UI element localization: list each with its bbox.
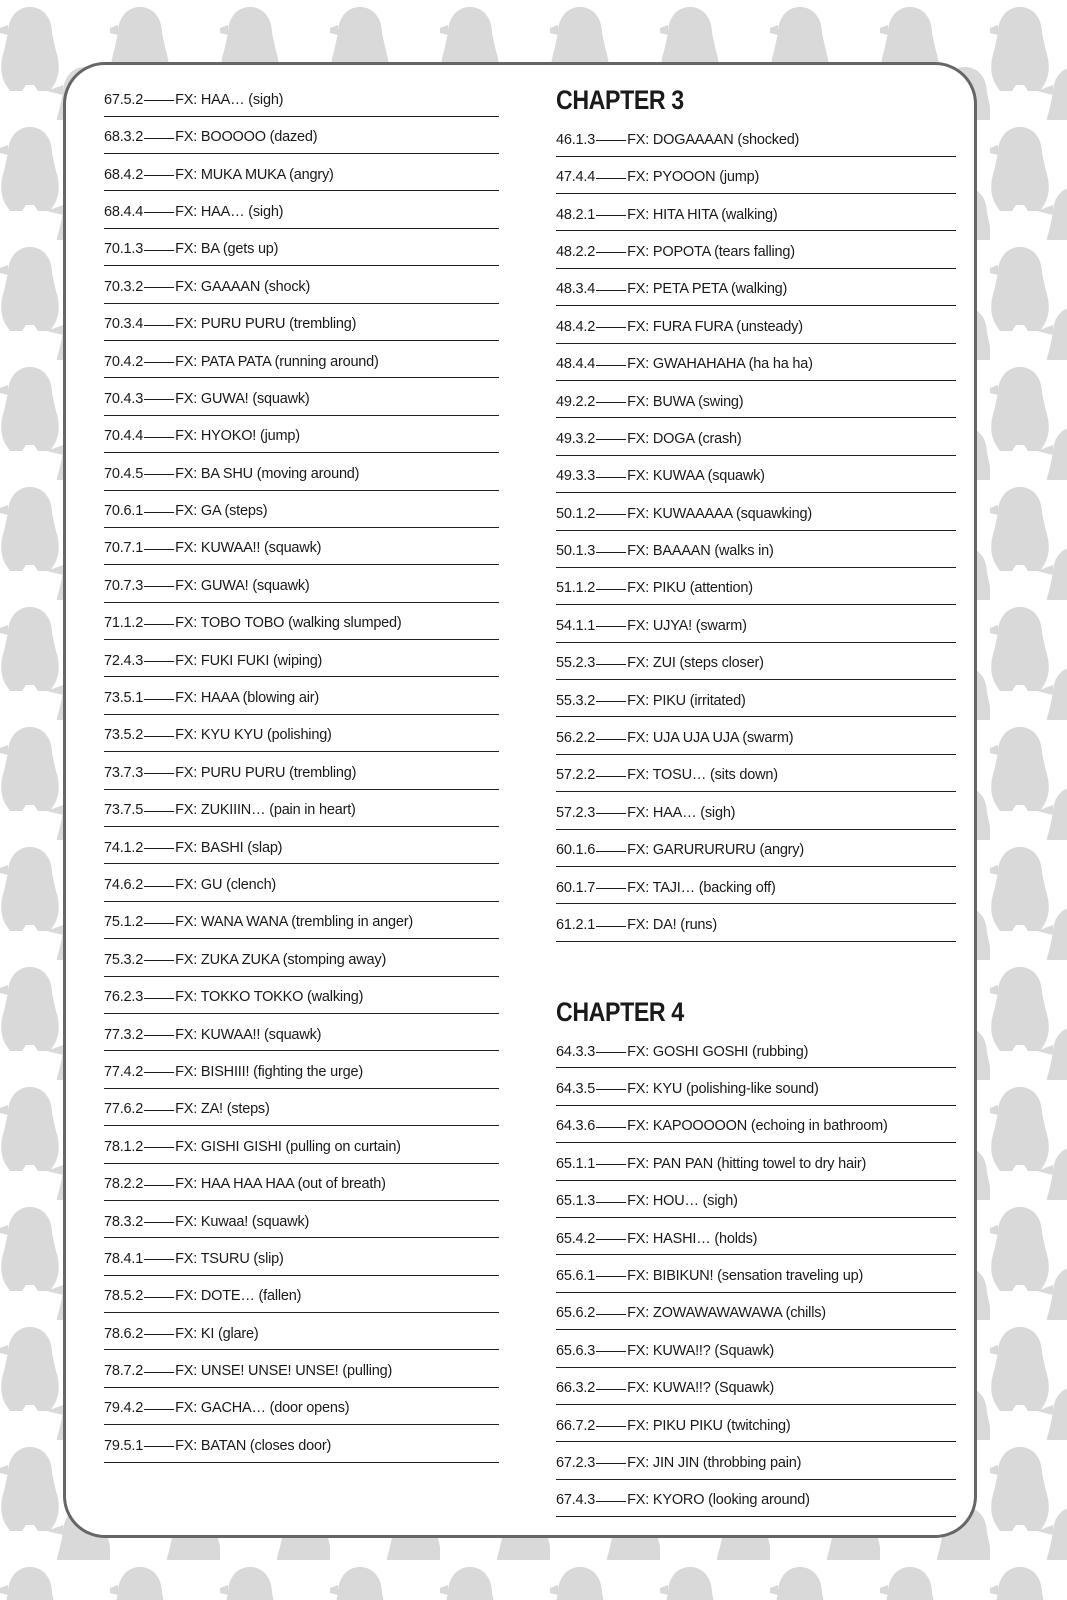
sound-effect-entry <box>104 605 499 640</box>
sound-effect-entry <box>556 1408 956 1443</box>
page-panel-reference: 48.4.4 <box>556 356 596 373</box>
sound-effect-text: FX: DOTE… (fallen) <box>175 1288 302 1305</box>
sound-effect-text: FX: ZUI (steps closer) <box>627 655 764 672</box>
sound-effect-entry <box>556 1445 956 1480</box>
page-panel-reference: 76.2.3 <box>104 989 144 1006</box>
em-dash-separator <box>144 1372 174 1373</box>
page-panel-reference: 46.1.3 <box>556 131 596 148</box>
page-panel-reference: 64.3.6 <box>556 1118 596 1135</box>
em-dash-separator <box>144 661 174 662</box>
sound-effect-entry <box>104 1017 499 1052</box>
sound-effect-entry <box>556 1183 956 1218</box>
page-panel-reference: 70.6.1 <box>104 503 144 520</box>
em-dash-separator <box>144 175 174 176</box>
em-dash-separator <box>144 923 174 924</box>
em-dash-separator <box>144 437 174 438</box>
sound-effect-text: FX: PURU PURU (trembling) <box>175 764 357 781</box>
sound-effect-text: FX: PIKU (attention) <box>627 580 753 597</box>
sound-effect-text: FX: FUKI FUKI (wiping) <box>175 652 323 669</box>
em-dash-separator <box>144 100 174 101</box>
em-dash-separator <box>144 1259 174 1260</box>
page-panel-reference: 48.4.2 <box>556 318 596 335</box>
sound-effect-entry <box>104 1129 499 1164</box>
sound-effect-entry <box>556 645 956 680</box>
sound-effect-text: FX: KUWA!!? (Squawk) <box>627 1342 775 1359</box>
sound-effect-text: FX: TSURU (slip) <box>175 1250 284 1267</box>
page-panel-reference: 79.5.1 <box>104 1437 144 1454</box>
sound-effect-text: FX: GWAHAHAHA (ha ha ha) <box>627 356 813 373</box>
sound-effect-entry <box>556 459 956 494</box>
chapter-4-list <box>556 1034 956 1517</box>
sound-effect-text: FX: DOGA (crash) <box>627 430 742 447</box>
sound-effect-entry <box>104 1391 499 1426</box>
page-panel-reference: 65.6.2 <box>556 1305 596 1322</box>
sound-effect-text: FX: GISHI GISHI (pulling on curtain) <box>175 1138 401 1155</box>
sound-effect-text: FX: TOKKO TOKKO (walking) <box>175 989 364 1006</box>
em-dash-separator <box>596 1127 626 1128</box>
sound-effect-entry <box>104 157 499 192</box>
page-panel-reference: 70.7.3 <box>104 577 144 594</box>
sound-effect-text: FX: BA SHU (moving around) <box>175 465 360 482</box>
sound-effect-text: FX: GARURURURU (angry) <box>627 842 804 859</box>
sound-effect-text: FX: GACHA… (door opens) <box>175 1400 350 1417</box>
page-panel-reference: 68.4.2 <box>104 166 144 183</box>
em-dash-separator <box>144 1297 174 1298</box>
sound-effect-text: FX: PETA PETA (walking) <box>627 281 788 298</box>
sound-effect-entry <box>556 159 956 194</box>
page-panel-reference: 65.1.1 <box>556 1155 596 1172</box>
sound-effect-entry <box>556 197 956 232</box>
sound-effect-text: FX: UJA UJA UJA (swarm) <box>627 730 794 747</box>
page-panel-reference: 70.3.2 <box>104 278 144 295</box>
em-dash-separator <box>144 399 174 400</box>
sound-effect-text: FX: Kuwaa! (squawk) <box>175 1213 310 1230</box>
page-panel-reference: 72.4.3 <box>104 652 144 669</box>
page-panel-reference: 78.1.2 <box>104 1138 144 1155</box>
em-dash-separator <box>144 1185 174 1186</box>
sound-effect-text: FX: PATA PATA (running around) <box>175 353 379 370</box>
em-dash-separator <box>144 848 174 849</box>
sound-effect-entry <box>556 1370 956 1405</box>
em-dash-separator <box>596 739 626 740</box>
sound-effect-entry <box>556 720 956 755</box>
page-panel-reference: 78.3.2 <box>104 1213 144 1230</box>
sound-effect-entry <box>104 643 499 678</box>
chapter-3-heading: CHAPTER 3 <box>556 85 684 115</box>
sound-effect-text: FX: BISHIII! (fighting the urge) <box>175 1063 363 1080</box>
em-dash-separator <box>596 327 626 328</box>
sound-effect-entry <box>104 82 499 117</box>
em-dash-separator <box>144 250 174 251</box>
em-dash-separator <box>596 626 626 627</box>
sound-effect-entry <box>556 1146 956 1181</box>
sound-effect-entry <box>104 531 499 566</box>
sound-effect-text: FX: POPOTA (tears falling) <box>627 243 795 260</box>
sound-effect-text: FX: BATAN (closes door) <box>175 1437 332 1454</box>
em-dash-separator <box>596 514 626 515</box>
sound-effect-text: FX: HOU… (sigh) <box>627 1193 738 1210</box>
page-panel-reference: 65.1.3 <box>556 1193 596 1210</box>
em-dash-separator <box>596 1314 626 1315</box>
sound-effect-entry <box>104 1316 499 1351</box>
sound-effect-entry <box>556 234 956 269</box>
em-dash-separator <box>596 215 626 216</box>
sound-effect-entry <box>556 1071 956 1106</box>
page-panel-reference: 70.7.1 <box>104 540 144 557</box>
page-panel-reference: 66.7.2 <box>556 1417 596 1434</box>
sound-effect-text: FX: TAJI… (backing off) <box>627 879 776 896</box>
page-panel-reference: 48.3.4 <box>556 281 596 298</box>
em-dash-separator <box>596 1052 626 1053</box>
em-dash-separator <box>596 1501 626 1502</box>
sound-effect-entry <box>104 1166 499 1201</box>
sound-effect-text: FX: MUKA MUKA (angry) <box>175 166 334 183</box>
em-dash-separator <box>596 439 626 440</box>
em-dash-separator <box>596 1426 626 1427</box>
em-dash-separator <box>144 549 174 550</box>
sound-effect-entry <box>104 194 499 229</box>
sound-effect-text: FX: PIKU PIKU (twitching) <box>627 1417 791 1434</box>
page-panel-reference: 79.4.2 <box>104 1400 144 1417</box>
page-panel-reference: 64.3.3 <box>556 1043 596 1060</box>
sound-effect-text: FX: KYORO (looking around) <box>627 1492 810 1509</box>
page-panel-reference: 74.1.2 <box>104 839 144 856</box>
em-dash-separator <box>596 589 626 590</box>
em-dash-separator <box>596 813 626 814</box>
page-panel-reference: 70.4.3 <box>104 390 144 407</box>
sound-effect-text: FX: HAA… (sigh) <box>175 91 284 108</box>
page-panel-reference: 65.4.2 <box>556 1230 596 1247</box>
sound-effect-entry <box>556 1109 956 1144</box>
page-panel-reference: 70.4.5 <box>104 465 144 482</box>
page-panel-reference: 55.3.2 <box>556 692 596 709</box>
sound-effect-text: FX: UNSE! UNSE! UNSE! (pulling) <box>175 1363 393 1380</box>
em-dash-separator <box>144 138 174 139</box>
sound-effect-entry <box>104 1054 499 1089</box>
page-panel-reference: 77.3.2 <box>104 1026 144 1043</box>
sound-effect-text: FX: BOOOOO (dazed) <box>175 129 318 146</box>
em-dash-separator <box>144 586 174 587</box>
page-panel-reference: 78.7.2 <box>104 1363 144 1380</box>
sound-effect-entry <box>104 232 499 267</box>
page-panel-reference: 75.3.2 <box>104 951 144 968</box>
page-panel-reference: 49.3.3 <box>556 468 596 485</box>
page-panel-reference: 70.3.4 <box>104 316 144 333</box>
em-dash-separator <box>596 552 626 553</box>
page-panel-reference: 73.7.3 <box>104 764 144 781</box>
page-panel-reference: 56.2.2 <box>556 730 596 747</box>
sound-effect-entry <box>556 1482 956 1517</box>
page-panel-reference: 67.2.3 <box>556 1454 596 1471</box>
sound-effect-text: FX: HAAA (blowing air) <box>175 690 319 707</box>
sound-effect-text: FX: GU (clench) <box>175 877 277 893</box>
sound-effect-text: FX: PIKU (irritated) <box>627 692 746 709</box>
sound-effect-text: FX: WANA WANA (trembling in anger) <box>175 914 414 931</box>
sound-effect-entry <box>104 344 499 379</box>
em-dash-separator <box>144 1334 174 1335</box>
sound-effect-entry <box>104 568 499 603</box>
page-panel-reference: 57.2.3 <box>556 804 596 821</box>
page-panel-reference: 51.1.2 <box>556 580 596 597</box>
sound-effect-entry <box>556 1221 956 1256</box>
sound-effect-entry <box>556 122 956 157</box>
sound-effect-entry <box>556 758 956 793</box>
sound-effect-text: FX: ZUKIIIN… (pain in heart) <box>175 802 356 819</box>
em-dash-separator <box>596 178 626 179</box>
page-panel-reference: 66.3.2 <box>556 1380 596 1397</box>
sound-effect-text: FX: KUWAA!! (squawk) <box>175 1026 322 1043</box>
page-panel-reference: 54.1.1 <box>556 617 596 634</box>
left-column <box>104 82 499 1465</box>
page-panel-reference: 78.4.1 <box>104 1250 144 1267</box>
em-dash-separator <box>144 325 174 326</box>
em-dash-separator <box>144 362 174 363</box>
sound-effect-entry <box>104 942 499 977</box>
em-dash-separator <box>596 1164 626 1165</box>
sound-effect-entry <box>556 608 956 643</box>
em-dash-separator <box>144 1147 174 1148</box>
sound-effect-text: FX: ZA! (steps) <box>175 1101 270 1118</box>
page-panel-reference: 78.2.2 <box>104 1176 144 1193</box>
sound-effect-text: FX: HAA… (sigh) <box>175 203 284 220</box>
page-panel-reference: 73.7.5 <box>104 802 144 819</box>
em-dash-separator <box>596 252 626 253</box>
page-panel-reference: 73.5.2 <box>104 727 144 744</box>
page-panel-reference: 49.3.2 <box>556 430 596 447</box>
sound-effect-text: FX: KUWAA (squawk) <box>627 468 765 485</box>
em-dash-separator <box>144 212 174 213</box>
em-dash-separator <box>596 290 626 291</box>
em-dash-separator <box>596 1202 626 1203</box>
em-dash-separator <box>596 701 626 702</box>
em-dash-separator <box>596 1389 626 1390</box>
sound-effect-text: FX: KAPOOOOON (echoing in bathroom) <box>627 1118 888 1135</box>
em-dash-separator <box>144 811 174 812</box>
sound-effect-entry <box>104 306 499 341</box>
sound-effect-text: FX: UJYA! (swarm) <box>627 617 747 634</box>
sound-effect-text: FX: HASHI… (holds) <box>627 1230 758 1247</box>
sound-effect-text: FX: GUWA! (squawk) <box>175 390 310 407</box>
em-dash-separator <box>144 1409 174 1410</box>
sound-effect-entry <box>556 309 956 344</box>
em-dash-separator <box>596 140 626 141</box>
sound-effect-entry <box>104 1279 499 1314</box>
sound-effect-text: FX: PAN PAN (hitting towel to dry hair) <box>627 1155 867 1172</box>
page-panel-reference: 65.6.3 <box>556 1342 596 1359</box>
sound-effect-text: FX: BUWA (swing) <box>627 393 744 410</box>
sound-effect-text: FX: HAA… (sigh) <box>627 804 736 821</box>
sound-effect-text: FX: TOBO TOBO (walking slumped) <box>175 615 402 632</box>
em-dash-separator <box>596 365 626 366</box>
sound-effect-entry <box>556 384 956 419</box>
sound-effect-entry <box>556 1258 956 1293</box>
page-panel-reference: 70.4.4 <box>104 428 144 445</box>
em-dash-separator <box>596 851 626 852</box>
page-panel-reference: 67.5.2 <box>104 91 144 108</box>
sound-effect-entry <box>104 1428 499 1463</box>
em-dash-separator <box>144 886 174 887</box>
page-panel-reference: 75.1.2 <box>104 914 144 931</box>
sound-effect-entry <box>104 1353 499 1388</box>
page-panel-reference: 78.6.2 <box>104 1325 144 1342</box>
page-panel-reference: 68.3.2 <box>104 129 144 146</box>
sound-effect-entry <box>556 870 956 905</box>
sound-effect-text: FX: BIBIKUN! (sensation traveling up) <box>627 1267 864 1284</box>
page-panel-reference: 60.1.6 <box>556 842 596 859</box>
sound-effect-entry <box>104 867 499 902</box>
em-dash-separator <box>144 736 174 737</box>
page-panel-reference: 55.2.3 <box>556 655 596 672</box>
sound-effect-entry <box>104 905 499 940</box>
sound-effect-text: FX: BASHI (slap) <box>175 839 283 856</box>
em-dash-separator <box>144 960 174 961</box>
page-panel-reference: 74.6.2 <box>104 877 144 893</box>
sound-effect-text: FX: PURU PURU (trembling) <box>175 316 357 333</box>
sound-effect-text: FX: GOSHI GOSHI (rubbing) <box>627 1043 809 1060</box>
sound-effect-entry <box>556 272 956 307</box>
page-panel-reference: 68.4.4 <box>104 203 144 220</box>
sound-effect-entry <box>104 269 499 304</box>
page-panel-reference: 47.4.4 <box>556 169 596 186</box>
page-panel-reference: 70.4.2 <box>104 353 144 370</box>
sound-effect-entry <box>104 493 499 528</box>
em-dash-separator <box>144 474 174 475</box>
sound-effect-text: FX: KI (glare) <box>175 1325 259 1342</box>
sound-effect-entry <box>556 496 956 531</box>
sound-effect-text: FX: GAAAAN (shock) <box>175 278 311 295</box>
sound-effect-text: FX: PYOOON (jump) <box>627 169 760 186</box>
sound-effect-entry <box>556 795 956 830</box>
page-panel-reference: 73.5.1 <box>104 690 144 707</box>
sound-effect-entry <box>104 1092 499 1127</box>
sound-effect-text: FX: DOGAAAAN (shocked) <box>627 131 800 148</box>
sound-effect-entry <box>104 755 499 790</box>
em-dash-separator <box>596 1089 626 1090</box>
sound-effect-entry <box>104 1241 499 1276</box>
sound-effect-text: FX: HAA HAA HAA (out of breath) <box>175 1176 386 1193</box>
sound-effect-entry <box>556 533 956 568</box>
page-panel-reference: 57.2.2 <box>556 767 596 784</box>
sound-effect-text: FX: ZUKA ZUKA (stomping away) <box>175 951 387 968</box>
sound-effect-text: FX: JIN JIN (throbbing pain) <box>627 1454 802 1471</box>
page-panel-reference: 50.1.3 <box>556 543 596 560</box>
sound-effect-text: FX: KUWAAAAA (squawking) <box>627 505 812 522</box>
page-panel-reference: 70.1.3 <box>104 241 144 258</box>
sound-effect-entry <box>104 456 499 491</box>
sound-effect-entry <box>104 419 499 454</box>
page-panel-reference: 60.1.7 <box>556 879 596 896</box>
em-dash-separator <box>596 776 626 777</box>
em-dash-separator <box>596 926 626 927</box>
em-dash-separator <box>144 998 174 999</box>
em-dash-separator <box>596 402 626 403</box>
page-panel-reference: 77.4.2 <box>104 1063 144 1080</box>
page-panel-reference: 71.1.2 <box>104 615 144 632</box>
page-panel-reference: 49.2.2 <box>556 393 596 410</box>
page-panel-reference: 77.6.2 <box>104 1101 144 1118</box>
em-dash-separator <box>144 512 174 513</box>
em-dash-separator <box>144 624 174 625</box>
em-dash-separator <box>144 1072 174 1073</box>
sound-effect-entry <box>104 680 499 715</box>
sound-effect-text: FX: ZOWAWAWAWAWA (chills) <box>627 1305 826 1322</box>
sound-effect-text: FX: GA (steps) <box>175 503 268 520</box>
sound-effect-entry <box>556 1296 956 1331</box>
em-dash-separator <box>596 1463 626 1464</box>
sound-effect-text: FX: GUWA! (squawk) <box>175 577 310 594</box>
sound-effect-entry <box>104 1204 499 1239</box>
sound-effect-entry <box>556 1034 956 1069</box>
sound-effect-text: FX: KYU (polishing-like sound) <box>627 1080 819 1097</box>
chapter-3-list <box>556 122 956 942</box>
page-panel-reference: 50.1.2 <box>556 505 596 522</box>
page-panel-reference: 78.5.2 <box>104 1288 144 1305</box>
em-dash-separator <box>596 1276 626 1277</box>
em-dash-separator <box>144 1110 174 1111</box>
sound-effect-text: FX: BAAAAN (walks in) <box>627 543 774 560</box>
page-panel-reference: 65.6.1 <box>556 1267 596 1284</box>
em-dash-separator <box>596 477 626 478</box>
sound-effect-entry <box>104 792 499 827</box>
sound-effect-text: FX: KYU KYU (polishing) <box>175 727 332 744</box>
sound-effect-entry <box>556 571 956 606</box>
page-panel-reference: 67.4.3 <box>556 1492 596 1509</box>
em-dash-separator <box>144 1222 174 1223</box>
em-dash-separator <box>596 888 626 889</box>
sound-effect-entry <box>104 718 499 753</box>
sound-effect-text: FX: FURA FURA (unsteady) <box>627 318 803 335</box>
sound-effect-entry <box>104 119 499 154</box>
sound-effect-text: FX: HITA HITA (walking) <box>627 206 778 223</box>
em-dash-separator <box>596 664 626 665</box>
sound-effect-entry <box>556 421 956 456</box>
em-dash-separator <box>144 1035 174 1036</box>
page-panel-reference: 48.2.1 <box>556 206 596 223</box>
right-column <box>556 82 956 1520</box>
sound-effect-text: FX: KUWA!!? (Squawk) <box>627 1380 775 1397</box>
sound-effect-entry <box>104 830 499 865</box>
page-panel-reference: 48.2.2 <box>556 243 596 260</box>
sound-effect-text: FX: TOSU… (sits down) <box>627 767 778 784</box>
sound-effect-text: FX: BA (gets up) <box>175 241 279 258</box>
em-dash-separator <box>596 1239 626 1240</box>
sound-effect-entry <box>556 832 956 867</box>
sound-effect-entry <box>104 381 499 416</box>
em-dash-separator <box>144 287 174 288</box>
sound-effect-text: FX: HYOKO! (jump) <box>175 428 300 445</box>
sound-effect-entry <box>104 979 499 1014</box>
sound-effect-entry <box>556 683 956 718</box>
em-dash-separator <box>144 1446 174 1447</box>
em-dash-separator <box>596 1351 626 1352</box>
em-dash-separator <box>144 773 174 774</box>
sound-effect-text: FX: KUWAA!! (squawk) <box>175 540 322 557</box>
chapter-4-heading: CHAPTER 4 <box>556 996 684 1027</box>
sound-effect-entry <box>556 346 956 381</box>
page-panel-reference: 64.3.5 <box>556 1080 596 1097</box>
sound-effect-text: FX: DA! (runs) <box>627 917 717 933</box>
sound-effect-entry <box>556 1333 956 1368</box>
sound-effect-entry <box>556 907 956 942</box>
em-dash-separator <box>144 699 174 700</box>
page-panel-reference: 61.2.1 <box>556 917 596 933</box>
